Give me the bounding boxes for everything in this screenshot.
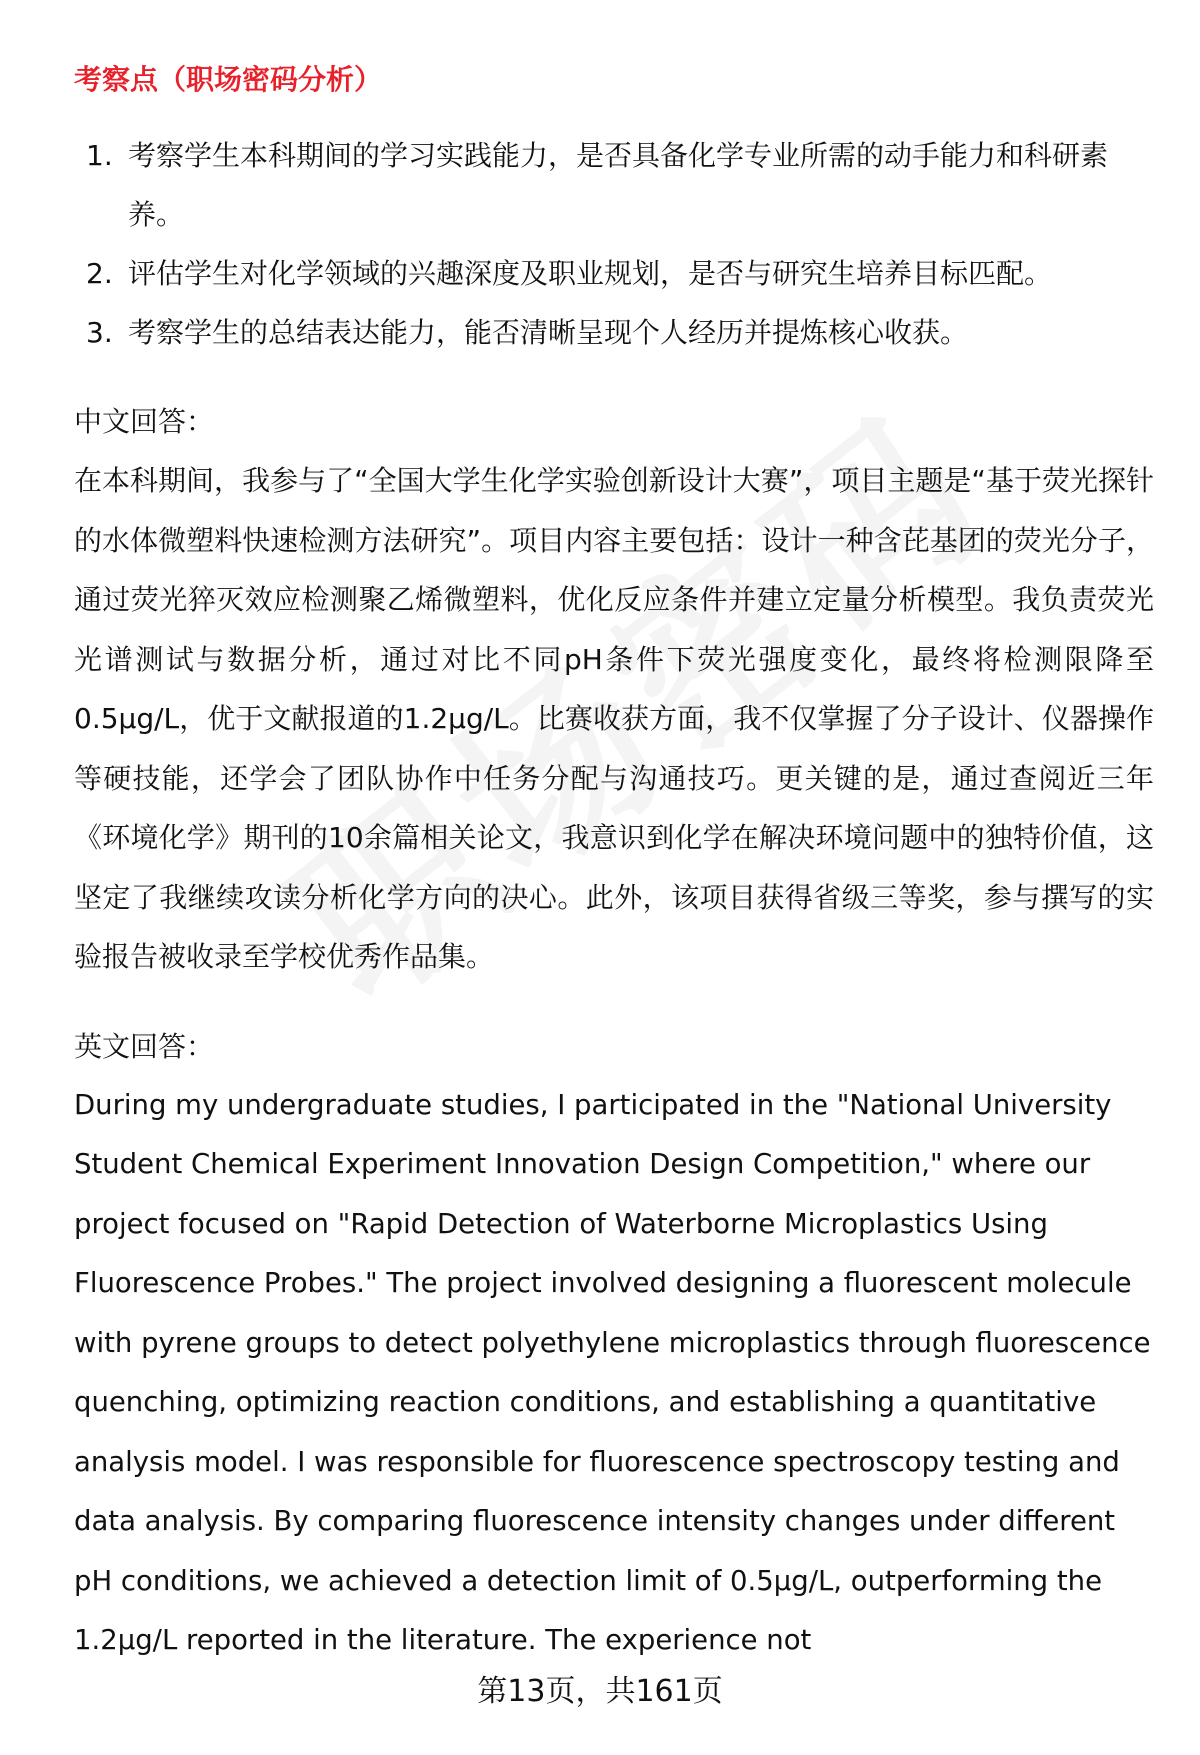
page-number: 第13页，共161页 <box>477 1674 723 1709</box>
list-item-text: 评估学生对化学领域的兴趣深度及职业规划，是否与研究生培养目标匹配。 <box>128 257 1053 290</box>
list-item-text: 考察学生本科期间的学习实践能力，是否具备化学专业所需的动手能力和科研素养。 <box>128 139 1109 231</box>
list-item <box>74 244 1154 303</box>
english-answer-label: 英文回答： <box>74 1029 215 1063</box>
list-item-number: 3. <box>86 316 113 349</box>
list-item <box>74 303 1154 362</box>
list-item <box>74 126 1154 244</box>
document-body <box>74 60 1154 1671</box>
list-item-number: 1. <box>86 139 113 172</box>
english-answer-text: During my undergraduate studies, I participated in the "National University Student Chemical Experiment Innovation Design Competition," where our project focused on "Rapid Detection of Waterborne Microplastics Using Fluorescence Probes." The project involved designing a fluorescent molecule with pyrene groups to detect polyethylene microplastics through fluorescence quenching, optimizing reaction conditions, and establishing a quantitative analysis model. I was responsible for fluorescence spectroscopy testing and data analysis. By comparing fluorescence intensity changes under different pH conditions, we achieved a detection limit of 0.5μg/L, outperforming the 1.2μg/L reported in the literature. The experience not <box>74 1088 1151 1656</box>
chinese-answer-label: 中文回答： <box>74 405 215 438</box>
section-title: 考察点（职场密码分析） <box>74 63 383 96</box>
chinese-answer-text: 在本科期间，我参与了“全国大学生化学实验创新设计大赛”，项目主题是“基于荧光探针的水体微塑料快速检测方法研究”。项目内容主要包括：设计一种含芘基团的荧光分子，通过荧光猝灭效应检测聚乙烯微塑料，优化反应条件并建立定量分析模型。我负责荧光光谱测试与数据分析，通过对比不同pH条件下荧光强度变化，最终将检测限降至0.5μg/L，优于文献报道的1.2μg/L。比赛收获方面，我不仅掌握了分子设计、仪器操作等硬技能，还学会了团队协作中任务分配与沟通技巧。更关键的是，通过查阅近三年《环境化学》期刊的10余篇相关论文，我意识到化学在解决环境问题中的独特价值，这坚定了我继续攻读分析化学方向的决心。此外，该项目获得省级三等奖，参与撰写的实验报告被收录至学校优秀作品集。 <box>74 464 1154 973</box>
list-item-number: 2. <box>86 257 113 290</box>
points-list <box>74 126 1154 362</box>
list-item-text: 考察学生的总结表达能力，能否清晰呈现个人经历并提炼核心收获。 <box>128 316 969 349</box>
